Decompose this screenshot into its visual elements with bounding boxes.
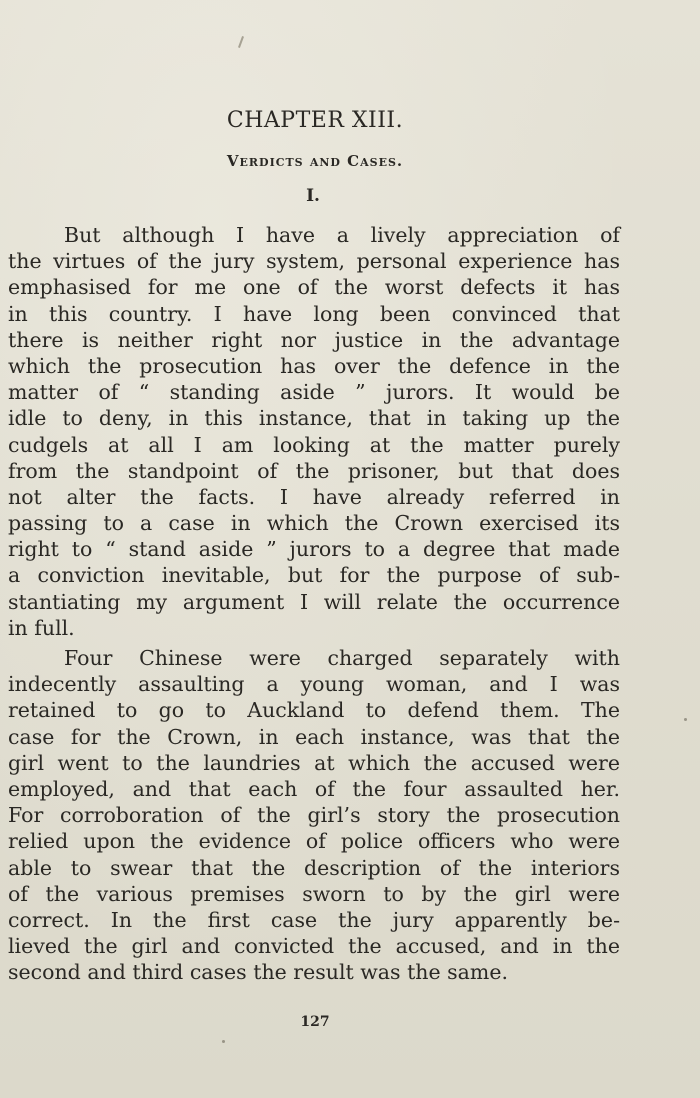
section-number: I. (306, 186, 320, 206)
page-number: 127 (300, 1014, 330, 1030)
text-line: second and third cases the result was the same. (8, 960, 508, 985)
text-line: the virtues of the jury system, personal experience has (8, 249, 620, 274)
text-line: lieved the girl and convicted the accused, and in the (8, 934, 620, 959)
body-text (8, 222, 620, 985)
paragraph-2 (8, 645, 620, 985)
text-line: girl went to the laundries at which the accused were (8, 750, 620, 775)
text-line: there is neither right nor justice in the advantage (8, 327, 620, 352)
paper-mark (238, 36, 244, 48)
paper-speck (222, 1040, 225, 1043)
text-line: from the standpoint of the prisoner, but that does (8, 458, 620, 483)
text-line: in this country. I have long been convinced that (8, 301, 620, 326)
text-line: a conviction inevitable, but for the purpose of sub- (8, 563, 620, 588)
text-line: For corroboration of the girl’s story the prosecution (8, 803, 620, 828)
text-line: not alter the facts. I have already referred in (8, 484, 620, 509)
text-line: of the various premises sworn to by the girl were (8, 881, 620, 906)
text-line: able to swear that the description of the interiors (8, 855, 620, 880)
text-line: matter of “ standing aside ” jurors. It would be (8, 380, 620, 405)
section-heading: Verdicts and Cases. (226, 152, 404, 170)
text-line: employed, and that each of the four assaulted her. (8, 776, 620, 801)
paragraph-1 (8, 222, 620, 641)
text-line: emphasised for me one of the worst defects it has (8, 275, 620, 300)
text-line: cudgels at all I am looking at the matter purely (8, 432, 620, 457)
text-line: right to “ stand aside ” jurors to a degree that made (8, 537, 620, 562)
chapter-title: CHAPTER XIII. (226, 108, 404, 133)
text-line: passing to a case in which the Crown exercised its (8, 511, 620, 536)
text-line: case for the Crown, in each instance, was that the (8, 724, 620, 749)
paper-speck (684, 718, 687, 721)
text-line: which the prosecution has over the defence in the (8, 353, 620, 378)
text-line: correct. In the first case the jury apparently be- (8, 907, 620, 932)
text-line: But although I have a lively appreciation of (64, 223, 620, 247)
text-line: relied upon the evidence of police officers who were (8, 829, 620, 854)
text-line: idle to deny, in this instance, that in taking up the (8, 406, 620, 431)
text-line: Four Chinese were charged separately with (64, 646, 620, 670)
text-line: indecently assaulting a young woman, and I was (8, 672, 620, 697)
text-line: in full. (8, 615, 75, 640)
text-line: retained to go to Auckland to defend them. The (8, 698, 620, 723)
text-line: stantiating my argument I will relate the occurrence (8, 589, 620, 614)
